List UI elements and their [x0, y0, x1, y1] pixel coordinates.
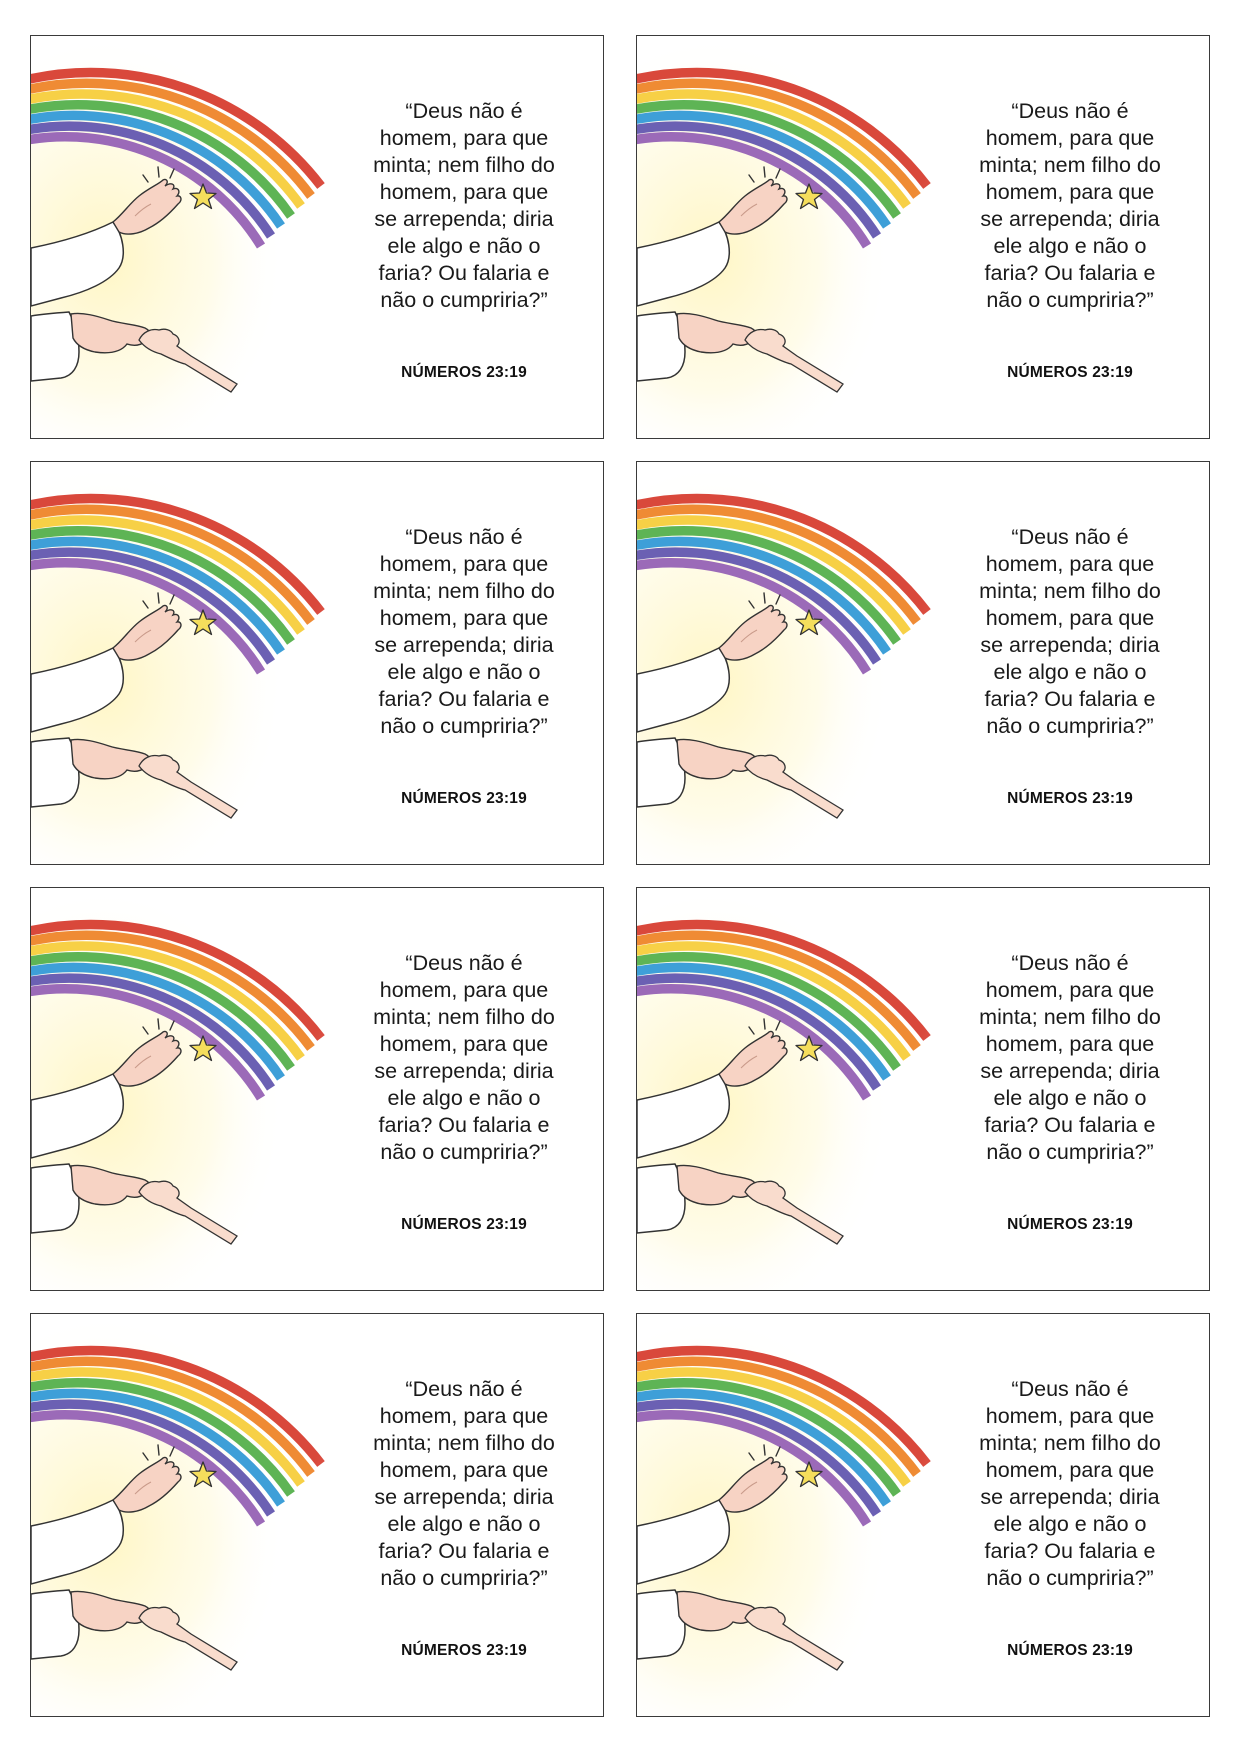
verse-reference: NÚMEROS 23:19 — [1007, 364, 1133, 381]
verse-text: “Deus não é homem, para que minta; nem filho do homem, para que se arrependa; diria ele algo e não o faria? Ou falaria e não o cumpriria?” — [979, 525, 1161, 738]
verse-card — [30, 887, 604, 1291]
verse-card — [636, 1313, 1210, 1717]
verse-text: “Deus não é homem, para que minta; nem filho do homem, para que se arrependa; diria ele algo e não o faria? Ou falaria e não o cumpriria?” — [979, 951, 1161, 1164]
verse-text: “Deus não é homem, para que minta; nem filho do homem, para que se arrependa; diria ele algo e não o faria? Ou falaria e não o cumpriria?” — [979, 1377, 1161, 1590]
verse-card — [30, 1313, 604, 1717]
verse-reference: NÚMEROS 23:19 — [1007, 1216, 1133, 1233]
verse-card — [636, 887, 1210, 1291]
verse-card — [30, 461, 604, 865]
verse-reference: NÚMEROS 23:19 — [401, 1642, 527, 1659]
verse-reference: NÚMEROS 23:19 — [1007, 1642, 1133, 1659]
verse-text: “Deus não é homem, para que minta; nem filho do homem, para que se arrependa; diria ele algo e não o faria? Ou falaria e não o cumpriria?” — [373, 951, 555, 1164]
verse-text: “Deus não é homem, para que minta; nem filho do homem, para que se arrependa; diria ele algo e não o faria? Ou falaria e não o cumpriria?” — [373, 99, 555, 312]
verse-text: “Deus não é homem, para que minta; nem filho do homem, para que se arrependa; diria ele algo e não o faria? Ou falaria e não o cumpriria?” — [373, 1377, 555, 1590]
verse-text: “Deus não é homem, para que minta; nem filho do homem, para que se arrependa; diria ele algo e não o faria? Ou falaria e não o cumpriria?” — [373, 525, 555, 738]
verse-reference: NÚMEROS 23:19 — [401, 1216, 527, 1233]
verse-card — [30, 35, 604, 439]
verse-reference: NÚMEROS 23:19 — [401, 364, 527, 381]
verse-text: “Deus não é homem, para que minta; nem filho do homem, para que se arrependa; diria ele algo e não o faria? Ou falaria e não o cumpriria?” — [979, 99, 1161, 312]
verse-reference: NÚMEROS 23:19 — [1007, 790, 1133, 807]
verse-reference: NÚMEROS 23:19 — [401, 790, 527, 807]
verse-card — [636, 461, 1210, 865]
verse-card — [636, 35, 1210, 439]
